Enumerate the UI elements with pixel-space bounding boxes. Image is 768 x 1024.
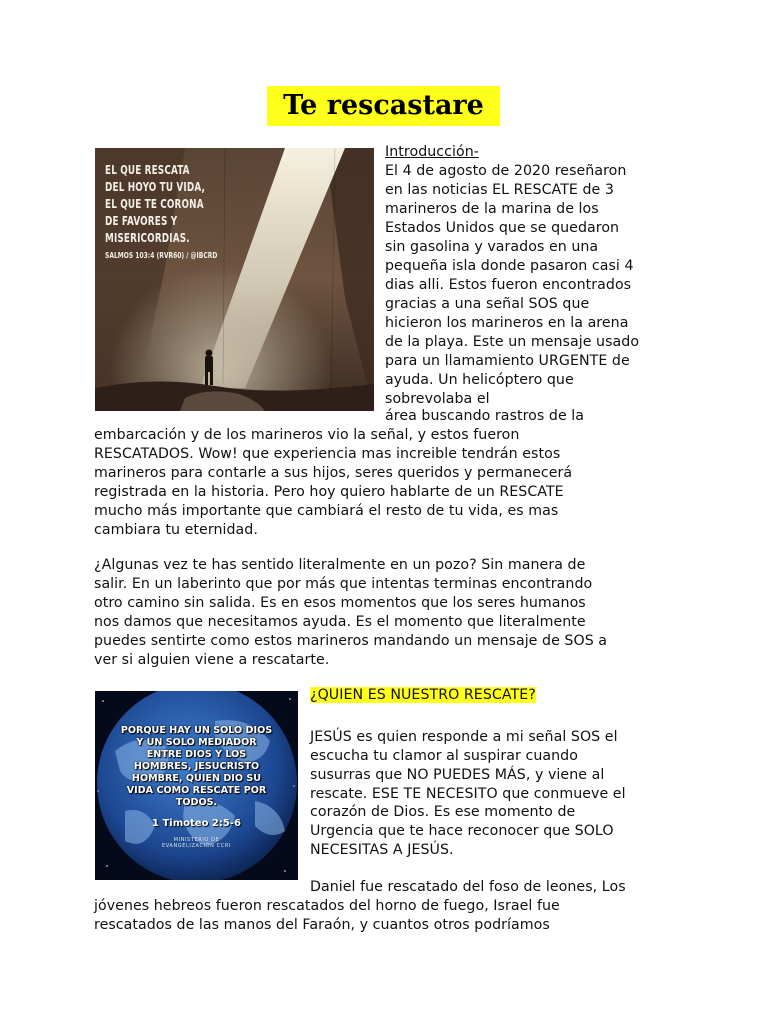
intro-line: El 4 de agosto de 2020 reseñaron	[385, 163, 627, 179]
jesus-line: JESÚS es quien responde a mi señal SOS el	[310, 729, 618, 745]
daniel-line: jóvenes hebreos fueron rescatados del horno de fuego, Israel fue	[94, 898, 560, 914]
image2-verse-line: HOMBRES, JESUCRISTO	[133, 761, 260, 772]
intro-full-line: mucho más importante que cambiará el resto de tu vida, es mas	[94, 503, 559, 519]
jesus-line: escucha tu clamor al suspirar cuando	[310, 748, 578, 764]
intro-line: para un llamamiento URGENTE de	[385, 353, 630, 369]
image1-verse-line: DEL HOYO TU VIDA,	[105, 179, 206, 194]
intro-line: en las noticias EL RESCATE de 3	[385, 182, 614, 198]
intro-line: sobrevolaba el	[385, 391, 490, 407]
intro-heading: Introducción-	[385, 144, 479, 160]
image2-verse-line: ENTRE DIOS Y LOS	[146, 749, 247, 760]
daniel-line: Daniel fue rescatado del foso de leones, Los	[310, 879, 626, 895]
image2-verse-line: PORQUE HAY UN SOLO DIOS	[120, 725, 273, 736]
image1-reference: SALMOS 103:4 (RVR60) / @IBCRD	[105, 251, 218, 260]
intro-line: hicieron los marineros en la arena	[385, 315, 629, 331]
pozo-line: ver si alguien viene a rescatarte.	[94, 652, 330, 668]
image2-verse	[95, 725, 298, 809]
image2-verse-line: VIDA COMO RESCATE POR	[126, 785, 267, 796]
image1-verse	[105, 161, 253, 246]
jesus-line: corazón de Dios. Es ese momento de	[310, 804, 576, 820]
image1-verse-line: EL QUE TE CORONA	[105, 196, 204, 211]
jesus-line: NECESITAS A JESÚS.	[310, 842, 454, 858]
image2-ministry-line: MINISTERIO DE	[173, 837, 220, 843]
pozo-line: ¿Algunas vez te has sentido literalmente en un pozo? Sin manera de	[94, 557, 586, 573]
intro-full-line: embarcación y de los marineros vio la señal, y estos fueron	[94, 427, 520, 443]
intro-line: sin gasolina y varados en una	[385, 239, 599, 255]
pozo-line: otro camino sin salida. Es en esos momentos que los seres humanos	[94, 595, 586, 611]
document-title: Te rescastare	[267, 86, 500, 126]
pozo-line: salir. En un laberinto que por más que intentas terminas encontrando	[94, 576, 593, 592]
image1-verse-line: EL QUE RESCATA	[105, 162, 190, 177]
section2-heading	[310, 686, 536, 705]
intro-line: gracias a una señal SOS que	[385, 296, 590, 312]
daniel-line: rescatados de las manos del Faraón, y cuantos otros podríamos	[94, 917, 550, 933]
intro-full-line: marineros para contarle a sus hijos, seres queridos y permanecerá	[94, 465, 573, 481]
globe-verse-image	[95, 691, 298, 880]
pozo-line: nos damos que necesitamos ayuda. Es el momento que literalmente	[94, 614, 586, 630]
image2-verse-line: TODOS.	[175, 797, 218, 808]
intro-line: área buscando rastros de la	[385, 408, 585, 424]
image2-ministry	[95, 837, 298, 849]
intro-full-line: RESCATADOS. Wow! que experiencia mas increible tendrán estos	[94, 446, 561, 462]
image1-verse-line: MISERICORDIAS.	[105, 230, 190, 245]
section2-heading-text: ¿QUIEN ES NUESTRO RESCATE?	[310, 687, 536, 703]
image1-verse-line: DE FAVORES Y	[105, 213, 178, 228]
image2-verse-line: Y UN SOLO MEDIADOR	[136, 737, 257, 748]
cave-rescue-image	[95, 148, 374, 411]
image2-verse-line: HOMBRE, QUIEN DIO SU	[131, 773, 262, 784]
image2-ministry-line: EVANGELIZACIÓN CCRI	[161, 843, 232, 849]
jesus-line: rescate. ESE TE NECESITO que conmueve el	[310, 786, 626, 802]
intro-line: Estados Unidos que se quedaron	[385, 220, 620, 236]
intro-line: pequeña isla donde pasaron casi 4	[385, 258, 634, 274]
intro-full-line: registrada en la historia. Pero hoy quiero hablarte de un RESCATE	[94, 484, 564, 500]
intro-line: ayuda. Un helicóptero que	[385, 372, 574, 388]
intro-line: marineros de la marina de los	[385, 201, 599, 217]
jesus-line: susurras que NO PUEDES MÁS, y viene al	[310, 767, 605, 783]
pozo-line: puedes sentirte como estos marineros mandando un mensaje de SOS a	[94, 633, 608, 649]
intro-line: de la playa. Este un mensaje usado	[385, 334, 640, 350]
intro-line: dias alli. Estos fueron encontrados	[385, 277, 632, 293]
image2-reference: 1 Timoteo 2:5-6	[152, 818, 241, 829]
jesus-line: Urgencia que te hace reconocer que SOLO	[310, 823, 614, 839]
intro-full-line: cambiara tu eternidad.	[94, 522, 258, 538]
